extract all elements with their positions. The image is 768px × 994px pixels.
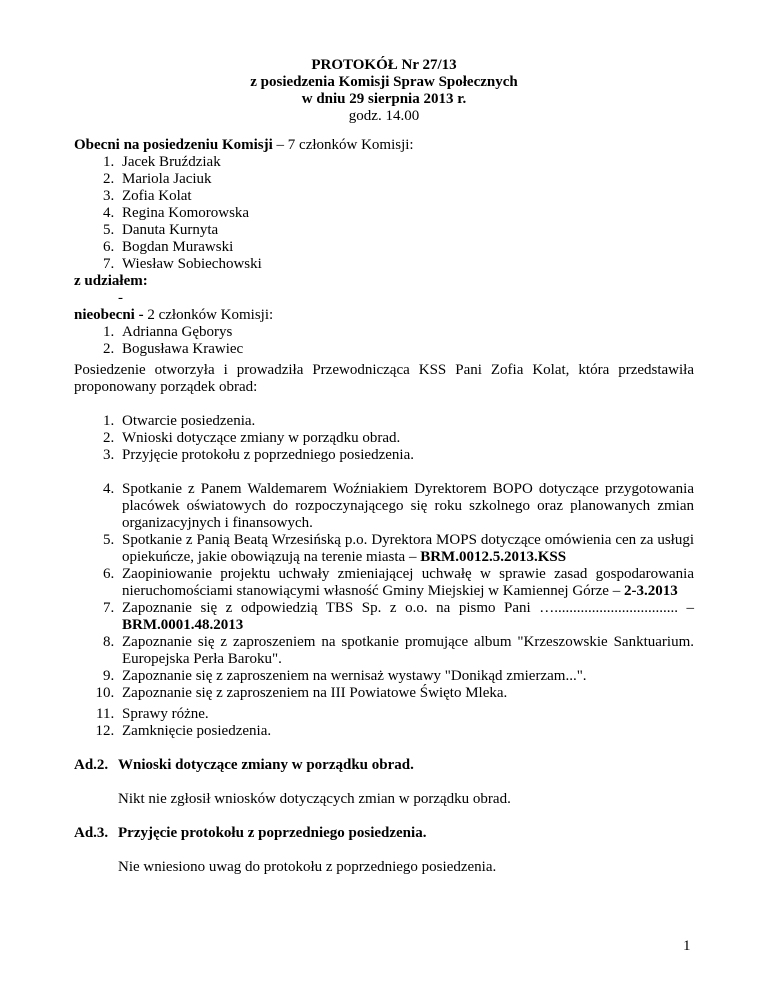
- present-members-list: [74, 154, 694, 273]
- agenda-item: 9. Zapoznanie się z zaproszeniem na wernisaż wystawy "Donikąd zmierzam...".: [118, 668, 694, 685]
- list-item: 1. Adrianna Gęborys: [118, 324, 694, 341]
- list-item: 7. Wiesław Sobiechowski: [118, 256, 694, 273]
- agenda-item: 12. Zamknięcie posiedzenia.: [118, 723, 694, 740]
- ad3-text: Nie wniesiono uwag do protokołu z poprzedniego posiedzenia.: [118, 859, 497, 875]
- agenda-list-b: [74, 481, 694, 702]
- present-heading: Obecni na posiedzeniu Komisji – 7 członków Komisji:: [74, 137, 414, 153]
- agenda-item: 3. Przyjęcie protokołu z poprzedniego posiedzenia.: [118, 447, 694, 464]
- protocol-subtitle: z posiedzenia Komisji Spraw Społecznych: [250, 74, 518, 90]
- agenda-list-c: [74, 706, 694, 740]
- ad2-text: Nikt nie zgłosił wniosków dotyczących zmian w porządku obrad.: [118, 791, 511, 807]
- list-item: 5. Danuta Kurnyta: [118, 222, 694, 239]
- ad3-heading: Ad.3. Przyjęcie protokołu z poprzedniego posiedzenia.: [74, 825, 427, 841]
- agenda-item: 11. Sprawy różne.: [118, 706, 694, 723]
- participation-value: -: [118, 290, 123, 306]
- protocol-time: godz. 14.00: [348, 108, 420, 124]
- list-item: 4. Regina Komorowska: [118, 205, 694, 222]
- agenda-list-a: [74, 413, 694, 464]
- protocol-title: PROTOKÓŁ Nr 27/13: [311, 57, 457, 73]
- agenda-item: 7. Zapoznanie się z odpowiedzią TBS Sp. z o.o. na pismo Pani …................................. – BRM.0001.48.2013: [118, 600, 694, 634]
- ad2-heading: Ad.2. Wnioski dotyczące zmiany w porządku obrad.: [74, 757, 414, 773]
- agenda-item: 2. Wnioski dotyczące zmiany w porządku obrad.: [118, 430, 694, 447]
- agenda-item: 6. Zaopiniowanie projektu uchwały zmieniającej uchwałę w sprawie zasad gospodarowania nieruchomościami stanowiącymi własność Gminy Miejskiej w Kamiennej Górze – 2-3.2013: [118, 566, 694, 600]
- agenda-item: 8. Zapoznanie się z zaproszeniem na spotkanie promujące album "Krzeszowskie Sanktuarium. Europejska Perła Baroku".: [118, 634, 694, 668]
- agenda-item: 4. Spotkanie z Panem Waldemarem Woźniakiem Dyrektorem BOPO dotyczące przygotowania placówek oświatowych do rozpoczynającego się roku szkolnego oraz planowanych zmian organizacyjnych i finansowych.: [118, 481, 694, 532]
- list-item: 2. Bogusława Krawiec: [118, 341, 694, 358]
- present-section: [74, 137, 694, 358]
- list-item: 1. Jacek Bruździak: [118, 154, 694, 171]
- page-number: 1: [683, 938, 691, 954]
- participation-label: z udziałem:: [74, 273, 148, 289]
- agenda-item: 1. Otwarcie posiedzenia.: [118, 413, 694, 430]
- agenda-item: 5. Spotkanie z Panią Beatą Wrzesińską p.o. Dyrektora MOPS dotyczące omówienia cen za usługi opiekuńcze, jakie obowiązują na terenie miasta – BRM.0012.5.2013.KSS: [118, 532, 694, 566]
- list-item: 3. Zofia Kolat: [118, 188, 694, 205]
- protocol-date: w dniu 29 sierpnia 2013 r.: [301, 91, 467, 107]
- intro-paragraph: Posiedzenie otworzyła i prowadziła Przewodnicząca KSS Pani Zofia Kolat, która przedstawiła proponowany porządek obrad:: [74, 362, 694, 395]
- list-item: 6. Bogdan Murawski: [118, 239, 694, 256]
- list-item: 2. Mariola Jaciuk: [118, 171, 694, 188]
- absent-heading: nieobecni - 2 członków Komisji:: [74, 307, 274, 323]
- absent-members-list: [74, 324, 694, 358]
- agenda-item: 10. Zapoznanie się z zaproszeniem na III Powiatowe Święto Mleka.: [118, 685, 694, 702]
